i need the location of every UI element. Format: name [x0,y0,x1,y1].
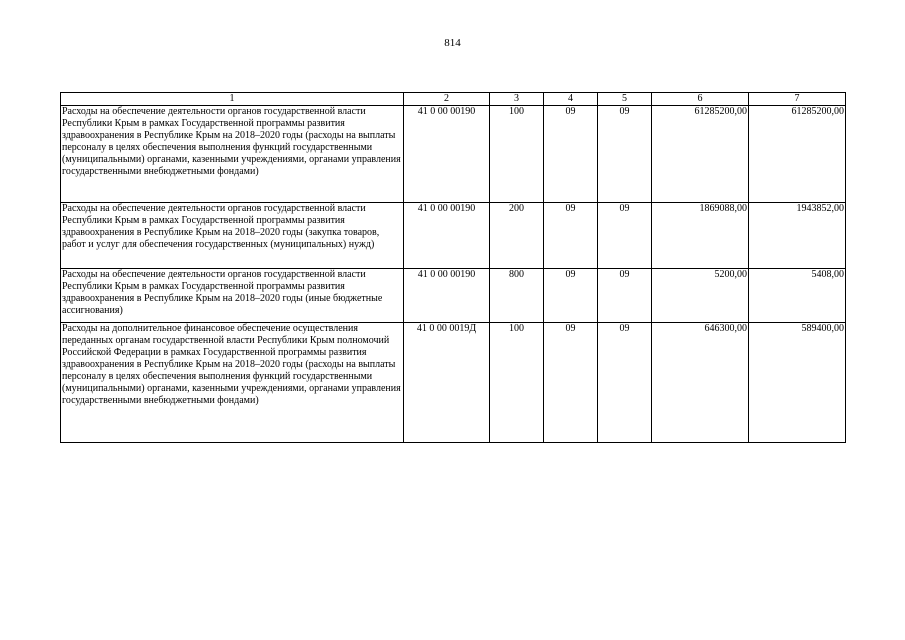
row-description: Расходы на дополнительное финансовое обеспечение осуществления переданных органам государственной власти Республики Крым полномочий Российской Федерации в рамках Государственной программы развития здравоохранения в Республике Крым на 2018–2020 годы (расходы на выплаты персоналу в целях обеспечения выполнения функций государственными (муниципальными) органами, казенными учреждениями, органами управления государственными внебюджетными фондами) [61,323,404,443]
row-target-code: 41 0 00 00190 [404,106,490,203]
row-subsection: 09 [598,323,652,443]
row-subsection: 09 [598,203,652,269]
header-col-5: 5 [598,93,652,106]
table-row [61,203,846,269]
row-description: Расходы на обеспечение деятельности органов государственной власти Республики Крым в рамках Государственной программы развития здравоохранения в Республике Крым на 2018–2020 годы (расходы на выплаты персоналу в целях обеспечения выполнения функций государственными (муниципальными) органами, казенными учреждениями, органами управления государственными внебюджетными фондами) [61,106,404,203]
row-amount-col7: 1943852,00 [749,203,846,269]
header-col-6: 6 [652,93,749,106]
row-section: 09 [544,106,598,203]
row-amount-col6: 61285200,00 [652,106,749,203]
table-row [61,106,846,203]
row-expense-type: 800 [490,269,544,323]
header-col-4: 4 [544,93,598,106]
row-expense-type: 200 [490,203,544,269]
row-target-code: 41 0 00 0019Д [404,323,490,443]
header-col-7: 7 [749,93,846,106]
row-amount-col7: 5408,00 [749,269,846,323]
row-section: 09 [544,203,598,269]
row-target-code: 41 0 00 00190 [404,269,490,323]
header-col-3: 3 [490,93,544,106]
header-col-2: 2 [404,93,490,106]
header-col-1: 1 [61,93,404,106]
row-amount-col6: 5200,00 [652,269,749,323]
row-amount-col7: 61285200,00 [749,106,846,203]
row-description: Расходы на обеспечение деятельности органов государственной власти Республики Крым в рамках Государственной программы развития здравоохранения в Республике Крым на 2018–2020 годы (закупка товаров, работ и услуг для обеспечения государственных (муниципальных) нужд) [61,203,404,269]
row-section: 09 [544,323,598,443]
row-target-code: 41 0 00 00190 [404,203,490,269]
table-row [61,323,846,443]
row-section: 09 [544,269,598,323]
row-amount-col6: 646300,00 [652,323,749,443]
row-amount-col6: 1869088,00 [652,203,749,269]
row-expense-type: 100 [490,106,544,203]
row-expense-type: 100 [490,323,544,443]
budget-table [60,92,846,443]
row-description: Расходы на обеспечение деятельности органов государственной власти Республики Крым в рамках Государственной программы развития здравоохранения в Республике Крым на 2018–2020 годы (иные бюджетные ассигнования) [61,269,404,323]
row-subsection: 09 [598,106,652,203]
table-row [61,269,846,323]
page-number: 814 [444,37,461,49]
header-row [61,93,846,106]
row-subsection: 09 [598,269,652,323]
row-amount-col7: 589400,00 [749,323,846,443]
